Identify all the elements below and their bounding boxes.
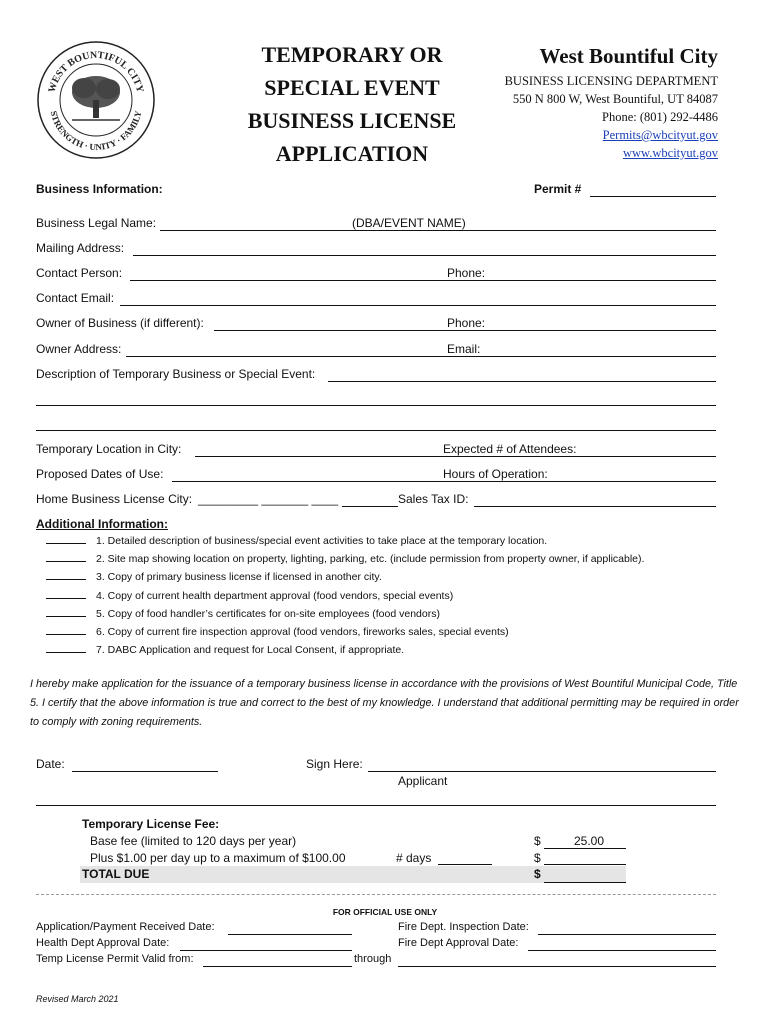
list-item: 2. Site map showing location on property, lighting, parking, etc. (include permission from property owner, if applicable).	[46, 550, 644, 568]
certification-statement: I hereby make application for the issuance of a temporary business license in accordance with the provisions of West Bountiful Municipal Code, Title 5. I certify that the above information is true and correct to the best of my knowledge. I understand that additional permitting may be required in order to comply with zoning requirements.	[30, 678, 739, 728]
date-field[interactable]	[72, 771, 218, 772]
daily-fee-field[interactable]	[544, 864, 626, 865]
contact-email-field[interactable]	[120, 305, 716, 306]
total-label: TOTAL DUE	[82, 867, 150, 881]
permit-label: Permit #	[534, 182, 582, 196]
hours-label: Hours of Operation:	[443, 467, 548, 481]
days-label: # days	[396, 851, 432, 865]
valid-from-field[interactable]	[203, 966, 352, 967]
dba-label: (DBA/EVENT NAME)	[352, 216, 466, 230]
description-field[interactable]	[328, 381, 716, 382]
base-fee-field[interactable]	[544, 848, 626, 849]
list-item: 6. Copy of current fire inspection approval (food vendors, fireworks sales, special events)	[46, 623, 644, 641]
mailing-field[interactable]	[133, 255, 716, 256]
sign-label: Sign Here:	[306, 757, 363, 771]
dates-field[interactable]	[172, 481, 716, 482]
official-use-heading: FOR OFFICIAL USE ONLY	[332, 907, 438, 917]
days-field[interactable]	[438, 864, 492, 865]
received-label: Application/Payment Received Date:	[36, 921, 215, 933]
fire-inspection-label: Fire Dept. Inspection Date:	[398, 921, 529, 933]
health-field[interactable]	[180, 950, 352, 951]
sales-tax-field[interactable]	[474, 506, 716, 507]
home-license-field[interactable]: _________ _______ ____	[198, 492, 339, 506]
dollar-sign: $	[534, 851, 541, 865]
description-label: Description of Temporary Business or Special Event:	[36, 367, 316, 381]
email-link[interactable]: Permits@wbcityut.gov	[602, 128, 718, 142]
owner-phone-label: Phone:	[447, 316, 486, 330]
fire-inspection-field[interactable]	[538, 934, 716, 935]
dates-label: Proposed Dates of Use:	[36, 467, 164, 481]
legal-name-field[interactable]	[160, 230, 716, 231]
received-field[interactable]	[228, 934, 352, 935]
form-title: TEMPORARY OR SPECIAL EVENT BUSINESS LICENSE APPLICATION	[247, 42, 457, 166]
contact-phone-label: Phone:	[447, 266, 486, 280]
through-label: through	[354, 953, 392, 965]
list-item: 1. Detailed description of business/special event activities to take place at the temporary location.	[46, 532, 644, 550]
total-row-shading	[80, 866, 626, 883]
contact-person-label: Contact Person:	[36, 266, 123, 280]
sales-tax-label: Sales Tax ID:	[398, 492, 469, 506]
fire-approval-label: Fire Dept Approval Date:	[398, 937, 519, 949]
home-license-label: Home Business License City:	[36, 492, 193, 506]
checkbox-blank[interactable]	[46, 624, 86, 635]
signature-field[interactable]	[368, 771, 716, 772]
checkbox-blank[interactable]	[46, 642, 86, 653]
city-seal-logo	[36, 40, 156, 160]
contact-email-label: Contact Email:	[36, 291, 115, 305]
checkbox-blank[interactable]	[46, 588, 86, 599]
department-contact: BUSINESS LICENSING DEPARTMENT 550 N 800 W, West Bountiful, UT 84087 Phone: (801) 292-4486 Permits@wbcityut.gov www.wbcityut.gov	[504, 74, 718, 160]
website-link[interactable]: www.wbcityut.gov	[622, 146, 718, 160]
svg-text:STRENGTH · UNITY · FAMILY: STRENGTH · UNITY · FAMILY	[48, 109, 144, 153]
attendees-label: Expected # of Attendees:	[443, 442, 577, 456]
list-item: 3. Copy of primary business license if licensed in another city.	[46, 568, 644, 586]
valid-from-label: Temp License Permit Valid from:	[36, 953, 194, 965]
through-field[interactable]	[398, 966, 716, 967]
list-item: 5. Copy of food handler’s certificates for on-site employees (food vendors)	[46, 605, 644, 623]
owner-field[interactable]	[214, 330, 716, 331]
mailing-label: Mailing Address:	[36, 241, 125, 255]
checkbox-blank[interactable]	[46, 533, 86, 544]
fire-approval-field[interactable]	[528, 950, 716, 951]
home-license-line[interactable]	[342, 506, 398, 507]
checkbox-blank[interactable]	[46, 569, 86, 580]
description-line[interactable]	[36, 430, 716, 431]
legal-name-label: Business Legal Name:	[36, 216, 157, 230]
separator-line	[36, 805, 716, 806]
location-label: Temporary Location in City:	[36, 442, 182, 456]
fee-heading: Temporary License Fee:	[82, 817, 220, 831]
business-info-heading: Business Information:	[36, 182, 163, 196]
health-label: Health Dept Approval Date:	[36, 937, 170, 949]
location-field[interactable]	[195, 456, 716, 457]
base-fee-label: Base fee (limited to 120 days per year)	[90, 834, 297, 848]
list-item: 4. Copy of current health department approval (food vendors, special events)	[46, 587, 644, 605]
additional-info-heading: Additional Information:	[36, 517, 168, 531]
checkbox-blank[interactable]	[46, 551, 86, 562]
permit-field[interactable]	[590, 196, 716, 197]
base-fee-amount: 25.00	[574, 834, 605, 848]
total-field[interactable]	[544, 882, 626, 883]
owner-label: Owner of Business (if different):	[36, 316, 204, 330]
city-name: West Bountiful City	[539, 44, 718, 68]
dollar-sign: $	[534, 834, 541, 848]
date-label: Date:	[36, 757, 65, 771]
owner-address-field[interactable]	[126, 356, 716, 357]
dollar-sign: $	[534, 867, 541, 881]
svg-text:WEST BOUNTIFUL CITY: WEST BOUNTIFUL CITY	[46, 49, 146, 94]
contact-person-field[interactable]	[130, 280, 716, 281]
list-item: 7. DABC Application and request for Local Consent, if appropriate.	[46, 641, 644, 659]
owner-email-label: Email:	[447, 342, 481, 356]
revised-date: Revised March 2021	[36, 994, 119, 1004]
owner-address-label: Owner Address:	[36, 342, 122, 356]
applicant-label: Applicant	[398, 774, 448, 788]
additional-info-list	[46, 532, 644, 659]
description-line[interactable]	[36, 405, 716, 406]
plus-fee-label: Plus $1.00 per day up to a maximum of $100.00	[90, 851, 346, 865]
checkbox-blank[interactable]	[46, 606, 86, 617]
dashed-separator	[36, 894, 716, 895]
